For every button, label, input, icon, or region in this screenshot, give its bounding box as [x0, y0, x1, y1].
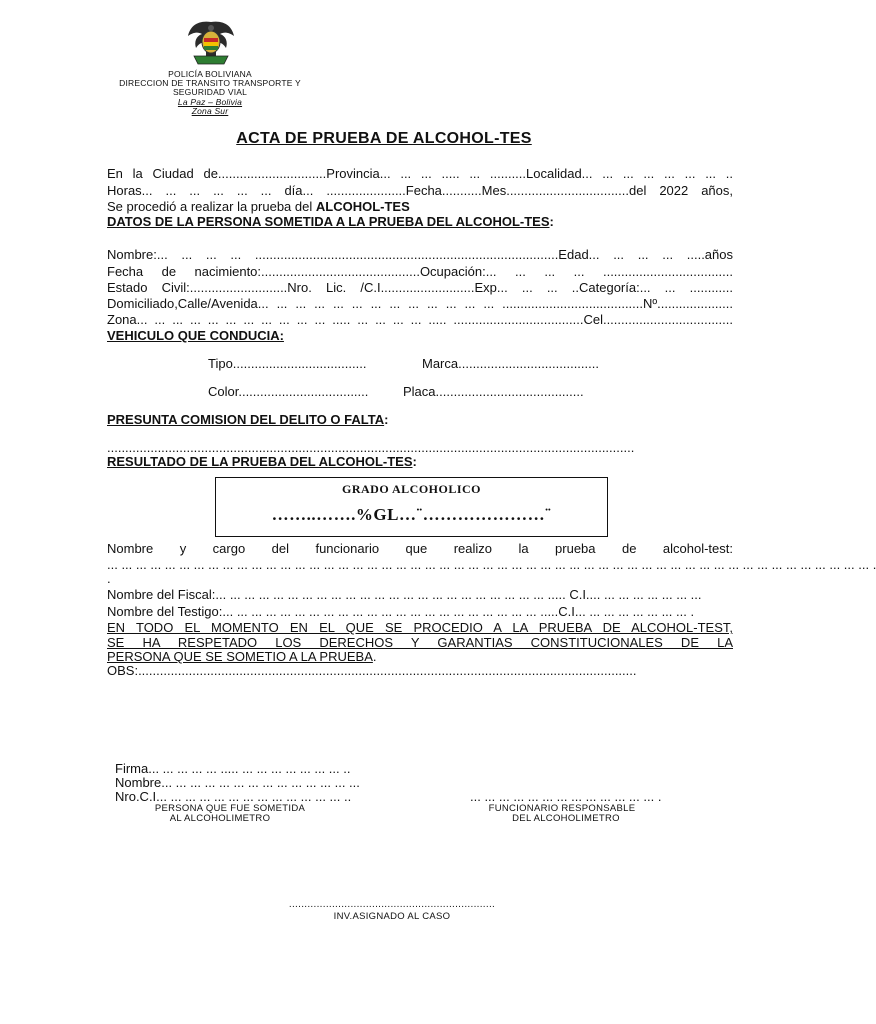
field-fiscal: Nombre del Fiscal:... ... ... ... ... ... ... ... ... ... ... ... ... ... ... ... ... ... ... ... ... ... ... ..... C.I.... ... ... ... ... ... ... ...: [107, 587, 702, 602]
sign-bottom-caption: INV.ASIGNADO AL CASO: [333, 911, 451, 922]
sign-bottom-line: ...................................................................: [288, 899, 496, 910]
sign-right-caption-2: DEL ALCOHOLIMETRO: [512, 813, 620, 824]
alcohol-grade-title: GRADO ALCOHOLICO: [341, 482, 481, 496]
section-person-title-text: DATOS DE LA PERSONA SOMETIDA A LA PRUEBA DEL ALCOHOL-TES: [107, 214, 550, 229]
section-offense-title-text: PRESUNTA COMISION DEL DELITO O FALTA: [107, 412, 385, 427]
sign-left-caption-2: AL ALCOHOLIMETRO: [169, 813, 271, 824]
section-vehicle-title: VEHICULO QUE CONDUCIA:: [107, 328, 284, 343]
header-line-3: SEGURIDAD VIAL: [172, 87, 248, 97]
field-funcionario-end: .: [107, 571, 111, 586]
statement-line-3-end: .: [372, 649, 377, 664]
alcohol-grade-box: [215, 477, 608, 537]
section-person-colon: :: [549, 214, 554, 229]
field-zona: Zona... ... ... ... ... ... ... ... ... ... ... ..... ... ... ... ... ..... ....................................Cel....................................: [107, 312, 733, 327]
page-title: ACTA DE PRUEBA DE ALCOHOL-TES: [236, 130, 532, 147]
intro-line-3: [107, 199, 733, 215]
header-line-2: DIRECCION DE TRANSITO TRANSPORTE Y: [119, 78, 301, 88]
field-tipo: Tipo.....................................: [208, 356, 367, 371]
statement-line-1: EN TODO EL MOMENTO EN EL QUE SE PROCEDIO A LA PRUEBA DE ALCOHOL-TEST,: [107, 620, 733, 635]
field-domicilio: Domiciliado,Calle/Avenida... ... ... ... ... ... ... ... ... ... ... ... ... .......................................Nº.....................: [107, 296, 733, 311]
field-placa: Placa.........................................: [403, 384, 584, 399]
header-line-5: Zona Sur: [191, 106, 229, 116]
bolivian-police-crest-icon: [184, 16, 238, 68]
field-estado-civil: Estado Civil:...........................Nro. Lic. /C.I..........................Exp... ... ... ..Categoría:... ... ............: [107, 280, 733, 295]
header-line-1: POLICÍA BOLIVIANA: [168, 69, 252, 79]
sign-right-caption-1: FUNCIONARIO RESPONSABLE: [488, 803, 636, 814]
field-marca: Marca.......................................: [422, 356, 599, 371]
field-fecha-nacimiento: Fecha de nacimiento:............................................Ocupación:... ... ... ... ....................................: [107, 264, 733, 279]
sign-nombre: Nombre... ... ... ... ... ... ... ... ... ... ... ... ... ...: [115, 775, 360, 790]
statement-line-2: SE HA RESPETADO LOS DERECHOS Y GARANTIAS CONSTITUCIONALES DE LA: [107, 635, 733, 650]
sign-left-caption-1: PERSONA QUE FUE SOMETIDA: [154, 803, 306, 814]
intro-line-3-text: Se procedió a realizar la prueba del: [107, 199, 316, 214]
section-result-title-text: RESULTADO DE LA PRUEBA DEL ALCOHOL-TES: [107, 454, 413, 469]
sign-right-line: ... ... ... ... ... ... ... ... ... ... ... ... ... .: [470, 789, 662, 804]
statement-line-3-text: PERSONA QUE SE SOMETIO A LA PRUEBA: [107, 649, 373, 664]
header-line-4: La Paz – Bolivia: [177, 97, 243, 107]
section-offense-title: [107, 412, 733, 428]
section-result-colon: :: [412, 454, 417, 469]
sign-firma: Firma... ... ... ... ... ..... ... ... ... ... ... ... ... ..: [115, 761, 351, 776]
field-offense: ..................................................................................................................................................: [107, 440, 635, 455]
section-offense-colon: :: [384, 412, 389, 427]
field-nombre: Nombre:... ... ... ... ....................................................................................Edad... ... ... ... .....años: [107, 247, 733, 262]
intro-line-3-bold: ALCOHOL-TES: [315, 199, 410, 214]
sign-nro-ci: Nro.C.I... ... ... ... ... ... ... ... ... ... ... ... ... ..: [115, 789, 352, 804]
field-obs: OBS:..........................................................................................................................................: [107, 663, 637, 678]
field-funcionario: Nombre y cargo del funcionario que realizo la prueba de alcohol-test:: [107, 541, 733, 556]
intro-line-2: Horas... ... ... ... ... ... día... ......................Fecha...........Mes..................................del 2022 años,: [107, 183, 733, 198]
section-result-title: [107, 454, 733, 470]
field-color: Color....................................: [208, 384, 369, 399]
field-funcionario-line: ... ... ... ... ... ... ... ... ... ... ... ... ... ... ... ... ... ... ... ... ... ... ... ... ... ... ... ... ... ... ... ... ... ... ... ... ... ... ... ... ... ... ... ... ... ... ... ... ... ... ... ... ... .: [107, 557, 876, 572]
field-testigo: Nombre del Testigo:... ... ... ... ... ... ... ... ... ... ... ... ... ... ... ... ... ... ... ... ... ... .....C.I... ... ... ... ... ... ... ... .: [107, 604, 695, 619]
alcohol-grade-value: ……..…….%GL…¨…………………¨: [271, 505, 552, 524]
intro-line-1: En la Ciudad de..............................Provincia... ... ... ..... ... ..........Localidad... ... ... ... ... ... ... ..: [107, 166, 733, 181]
section-person-title: [107, 214, 733, 230]
